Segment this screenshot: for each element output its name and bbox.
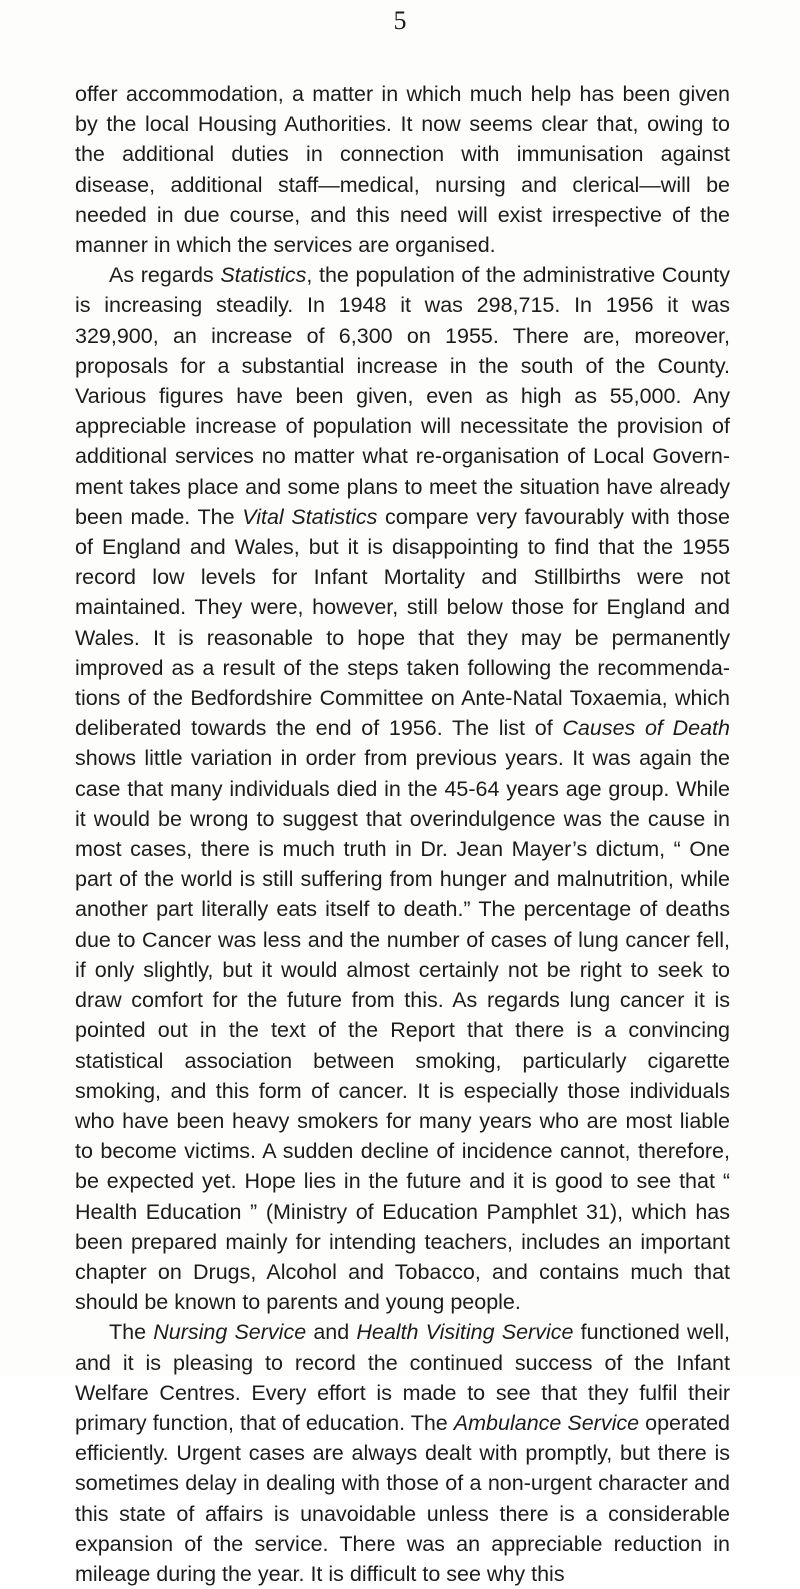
page-number: 5 xyxy=(393,6,407,35)
paragraph-text: compare very favourably with those of England and Wales, but it is disappointing to find that the 1955 record low levels for Infant Mortality and Stillbirths were not maintained. They were, however, still below those for England and Wales. It is reasonable to hope that they may be permanently improved as a result of the steps taken following the recommenda-tions of the Bedfordshire Committee on Ante-Natal Toxaemia, which deliberated towards the end of 1956. The list of xyxy=(75,504,730,741)
paragraph-text: operated efficiently. Urgent cases are always dealt with promptly, but there is sometimes delay in dealing with those of a non-urgent character and this state of affairs is unavoidable unless there is a considerable expansion of the service. There was an appreciable reduction in mileage during the year. It is difficult to see why this xyxy=(75,1410,730,1586)
paragraph-text: functioned well, and it is pleasing to record the continued success of the Infant Welfare Centres. Every effort is made to see that they fulfil their primary function, that of education. The xyxy=(75,1320,730,1435)
paragraph-statistics xyxy=(75,260,730,1317)
paragraph-text: and xyxy=(306,1320,357,1345)
heading-nursing-service: Nursing Service xyxy=(153,1320,307,1345)
paragraph-text: As regards xyxy=(109,263,221,288)
heading-ambulance-service: Ambulance Service xyxy=(453,1410,640,1435)
heading-statistics: Statistics xyxy=(220,263,307,288)
body-text xyxy=(75,79,730,1589)
heading-causes-of-death: Causes of Death xyxy=(562,716,730,741)
paragraph-text: , the population of the administrative County is increasing steadily. In 1948 it was 298,715. In 1956 it was 329,900, an increase of 6,300 on 1955. There are, moreover, proposals for a substantial increase in the south of the County. Various figures have been given, even as high as 55,000. Any appreciable increase of population will necessitate the provision of additional services no matter what re-organisation of Local Govern-ment takes place and some plans to meet the situation have already been made. The xyxy=(75,263,730,529)
heading-health-visiting-service: Health Visiting Service xyxy=(356,1320,574,1345)
paragraph-text: shows little variation in order from previous years. It was again the case that many individuals died in the 45-64 years age group. While it would be wrong to suggest that overindulgence was the cause in most cases, there is much truth in Dr. Jean Mayer’s dictum, “ One part of the world is still suffering from hunger and malnutrition, while another part literally eats itself to death.” The percentage of deaths due to Cancer was less and the number of cases of lung cancer fell, if only slightly, but it would almost certainly not be right to seek to draw comfort for the future from this. As regards lung cancer it is pointed out in the text of the Report that there is a convincing statistical association between smoking, particularly cigarette smoking, and this form of cancer. It is especially those individuals who have been heavy smokers for many years who are most liable to become victims. A sudden decline of incidence cannot, therefore, be expected yet. Hope lies in the future and it is good to see that “ Health Education ” (Ministry of Education Pamphlet 31), which has been prepared mainly for intending teachers, includes an important chapter on Drugs, Alcohol and Tobacco, and contains much that should be known to parents and young people. xyxy=(75,746,730,1315)
paragraph-text: The xyxy=(109,1320,154,1345)
paragraph-accommodation xyxy=(75,79,730,260)
paragraph-services xyxy=(75,1317,730,1589)
paragraph-text: offer accommodation, a matter in which much help has been given by the local Housing Authorities. It now seems clear that, owing to the additional duties in connection with immunisation against disease, additional staff—medical, nursing and clerical—will be needed in due course, and this need will exist irrespective of the manner in which the services are organised. xyxy=(75,82,730,258)
heading-vital-statistics: Vital Statistics xyxy=(242,504,378,529)
